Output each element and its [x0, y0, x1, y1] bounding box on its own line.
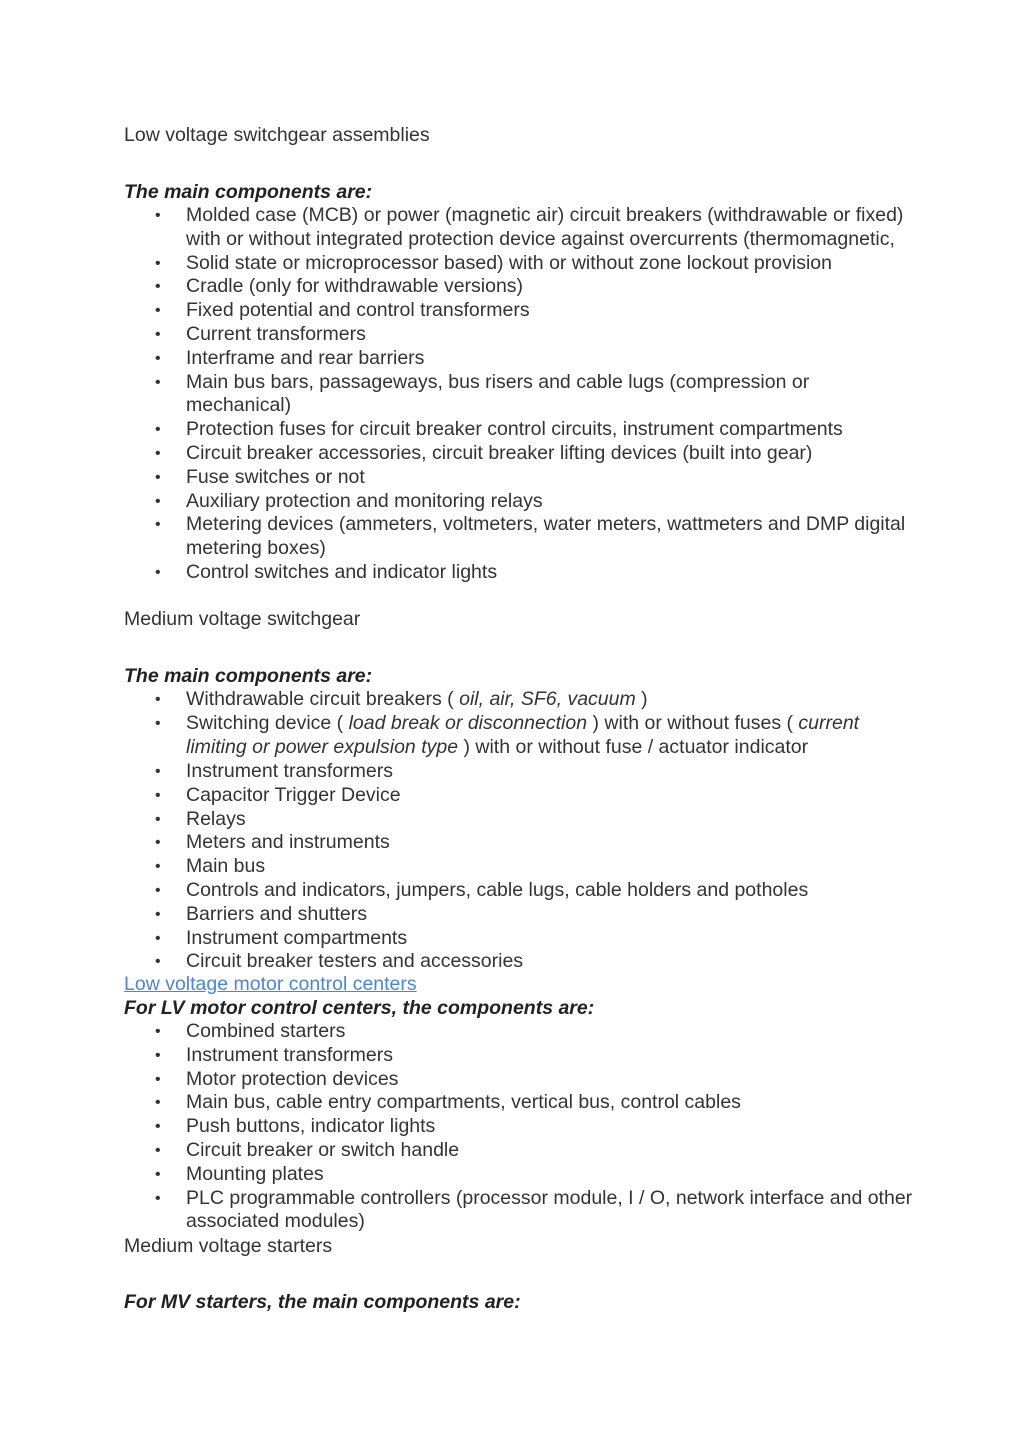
list-item-text: Instrument compartments: [186, 926, 408, 949]
list-item: [124, 466, 914, 490]
list-item: [124, 347, 914, 371]
list-item-text: Solid state or microprocessor based) with or without zone lockout provision: [186, 251, 832, 274]
bullet-icon: •: [155, 1094, 161, 1112]
list-item-text: Main bus bars, passageways, bus risers and cable lugs (compression or mechanical): [186, 370, 810, 417]
bullet-icon: •: [155, 278, 161, 296]
bullet-icon: •: [155, 858, 161, 876]
list-item: [124, 1044, 914, 1068]
mv-starters-title: Medium voltage starters: [124, 1235, 333, 1257]
list-item: [124, 299, 914, 323]
list-item: [124, 1163, 914, 1187]
list-item-text: Controls and indicators, jumpers, cable lugs, cable holders and potholes: [186, 878, 809, 901]
mv-components-list-rest: [124, 760, 914, 974]
bullet-icon: •: [155, 1189, 161, 1207]
list-item: [124, 808, 914, 832]
list-item: [124, 927, 914, 951]
bullet-icon: •: [155, 691, 161, 708]
list-item: [124, 1139, 914, 1163]
list-item-text: Main bus, cable entry compartments, vertical bus, control cables: [186, 1091, 741, 1114]
list-item: [124, 442, 914, 466]
list-item-italic-text: current limiting or power expulsion type: [186, 711, 860, 758]
list-item: [124, 950, 914, 974]
list-item: [124, 252, 914, 276]
bullet-icon: •: [155, 1141, 161, 1159]
lv-section-title: Low voltage switchgear assemblies: [124, 124, 430, 146]
list-item-text: Circuit breaker or switch handle: [186, 1138, 460, 1161]
list-item: [124, 760, 914, 784]
list-item-text: Capacitor Trigger Device: [186, 783, 401, 806]
list-item-text: Interframe and rear barriers: [186, 346, 425, 369]
list-item-italic-text: oil, air, SF6, vacuum: [459, 688, 636, 710]
list-item: [124, 1068, 914, 1092]
list-item: [124, 879, 914, 903]
bullet-icon: •: [155, 254, 161, 272]
list-item-text: Metering devices (ammeters, voltmeters, water meters, wattmeters and DMP digital metering boxes): [186, 513, 906, 560]
bullet-icon: •: [155, 373, 161, 391]
list-item-text: ) with or without fuses (: [587, 711, 799, 734]
list-item-text: Fixed potential and control transformers: [186, 299, 530, 322]
list-item-text: Circuit breaker testers and accessories: [186, 950, 524, 973]
list-item: [124, 490, 914, 514]
lv-components-list: [124, 204, 914, 585]
list-item-text: Push buttons, indicator lights: [186, 1115, 436, 1138]
mcc-components-list: [124, 1020, 914, 1234]
lv-motor-control-centers-link[interactable]: Low voltage motor control centers: [124, 973, 417, 995]
list-item: [124, 688, 914, 712]
list-item-text: Barriers and shutters: [186, 902, 367, 925]
mv-components-heading: The main components are:: [124, 665, 373, 687]
bullet-icon: •: [155, 810, 161, 828]
bullet-icon: •: [155, 421, 161, 439]
list-item: [124, 204, 914, 252]
list-item-text: Circuit breaker accessories, circuit breaker lifting devices (built into gear): [186, 441, 813, 464]
list-item-text: Molded case (MCB) or power (magnetic air) circuit breakers (withdrawable or fixed) with or without integrated protection device against overcurrents (thermomagnetic,: [186, 204, 904, 250]
bullet-icon: •: [155, 929, 161, 947]
list-item-text: Protection fuses for circuit breaker control circuits, instrument compartments: [186, 418, 843, 441]
bullet-icon: •: [155, 714, 161, 732]
bullet-icon: •: [155, 492, 161, 510]
list-item: [124, 1187, 914, 1235]
list-item-text: Mounting plates: [186, 1162, 324, 1185]
list-item-text: Instrument transformers: [186, 1043, 393, 1066]
lv-components-heading: The main components are:: [124, 181, 373, 203]
list-item: [124, 712, 914, 760]
list-item-text: ): [635, 688, 648, 710]
list-item-text: Switching device (: [186, 711, 349, 734]
mv-components-list: [124, 688, 914, 759]
bullet-icon: •: [155, 444, 161, 462]
list-item: [124, 903, 914, 927]
list-item: [124, 855, 914, 879]
list-item: [124, 275, 914, 299]
list-item: [124, 513, 914, 561]
bullet-icon: •: [155, 325, 161, 343]
list-item-text: Instrument transformers: [186, 760, 393, 782]
list-item: [124, 418, 914, 442]
bullet-icon: •: [155, 1118, 161, 1136]
list-item: [124, 561, 914, 585]
mv-section-title: Medium voltage switchgear: [124, 608, 361, 630]
list-item: [124, 1091, 914, 1115]
list-item: [124, 323, 914, 347]
list-item-text: Meters and instruments: [186, 831, 390, 854]
bullet-icon: •: [155, 1070, 161, 1088]
mv-starters-heading: For MV starters, the main components are:: [124, 1291, 521, 1313]
bullet-icon: •: [155, 349, 161, 367]
bullet-icon: •: [155, 905, 161, 923]
list-item: [124, 784, 914, 808]
list-item-text: Withdrawable circuit breakers (: [186, 688, 460, 710]
list-item: [124, 371, 914, 419]
bullet-icon: •: [155, 1046, 161, 1064]
list-item-text: Cradle (only for withdrawable versions): [186, 275, 524, 298]
list-item-text: ) with or without fuse / actuator indicator: [458, 735, 809, 758]
list-item: [124, 831, 914, 855]
list-item-text: Fuse switches or not: [186, 465, 365, 488]
bullet-icon: •: [155, 834, 161, 852]
bullet-icon: •: [155, 786, 161, 804]
mcc-components-heading: For LV motor control centers, the components are:: [124, 997, 595, 1019]
list-item-text: Motor protection devices: [186, 1067, 399, 1090]
list-item-text: Combined starters: [186, 1020, 346, 1042]
bullet-icon: •: [155, 207, 161, 224]
bullet-icon: •: [155, 302, 161, 320]
list-item-text: Main bus: [186, 855, 266, 878]
list-item-text: Current transformers: [186, 322, 366, 345]
list-item-text: PLC programmable controllers (processor module, I / O, network interface and other associated modules): [186, 1186, 913, 1233]
bullet-icon: •: [155, 468, 161, 486]
list-item-italic-text: load break or disconnection: [348, 711, 588, 734]
bullet-icon: •: [155, 516, 161, 534]
bullet-icon: •: [155, 881, 161, 899]
bullet-icon: •: [155, 563, 161, 581]
bullet-icon: •: [155, 1165, 161, 1183]
bullet-icon: •: [155, 763, 161, 780]
list-item-text: Control switches and indicator lights: [186, 560, 498, 583]
list-item: [124, 1115, 914, 1139]
list-item-text: Auxiliary protection and monitoring relays: [186, 489, 543, 512]
bullet-icon: •: [155, 1023, 161, 1040]
list-item-text: Relays: [186, 807, 246, 830]
bullet-icon: •: [155, 953, 161, 971]
list-item: [124, 1020, 914, 1044]
